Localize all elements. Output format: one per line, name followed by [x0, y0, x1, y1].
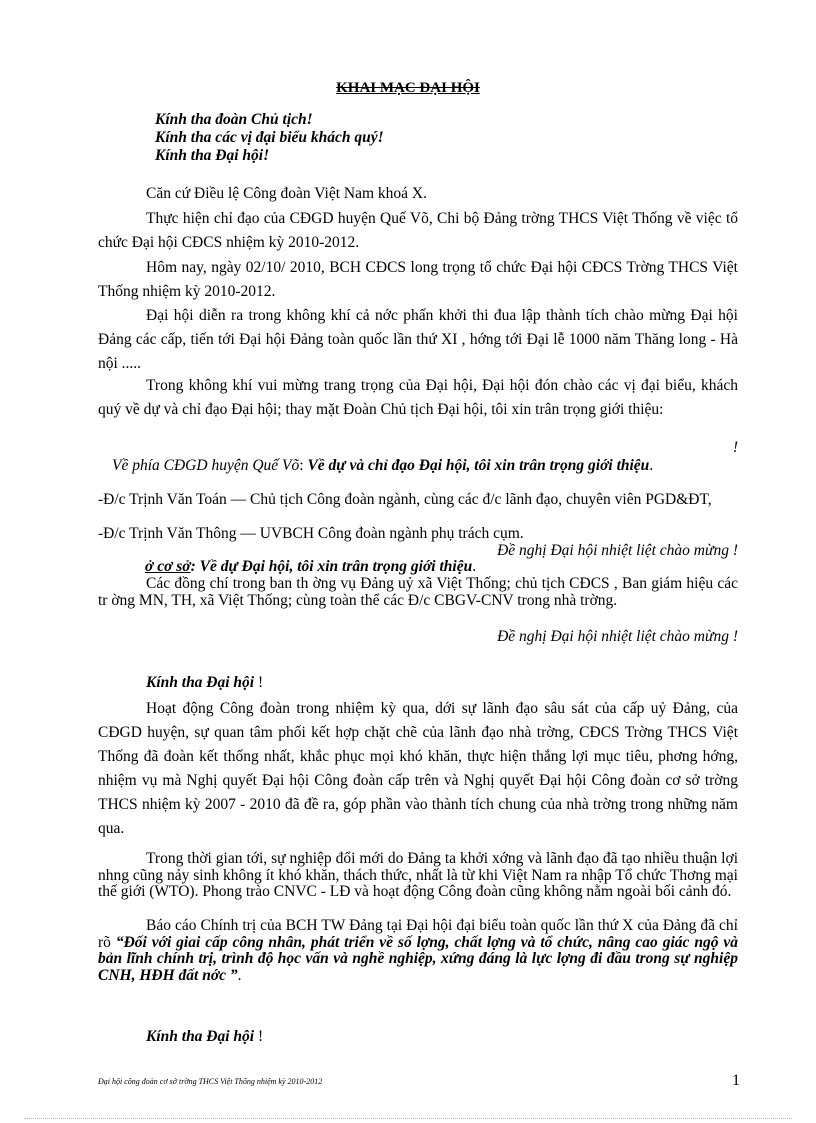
- page-bottom-border: [24, 1118, 792, 1119]
- local-end: .: [472, 558, 477, 575]
- greeting-end: !: [254, 674, 264, 691]
- local-intro-text: : Về dự Đại hội, tôi xin trân trọng giới thiệu: [190, 558, 473, 575]
- welcome-line-1: Đề nghị Đại hội nhiệt liệt chào mừng !: [497, 542, 738, 559]
- report-end: .: [237, 966, 242, 984]
- page-footer: Đại hội công đoàn cơ sở trờng THCS Việt Thống nhiệm kỳ 2010-2012: [98, 1077, 323, 1086]
- greeting-label-2: Kính tha Đại hội: [146, 1028, 255, 1045]
- paragraph-future: Trong thời gian tới, sự nghiệp đổi mới do Đảng ta khởi xớng và lãnh đạo đã tạo nhiều thuận lợi nhng cũng nảy sinh không ít khó khăn, thách thức, nhất là từ khi Việt Nam ra nhập Tổ chức Thơng mại thế giới (WTO). Phong trào CNVC - LĐ và hoạt động Công đoàn cũng không nằm ngoài bối cảnh đó.: [98, 850, 738, 900]
- greeting-congress-3: [146, 1025, 738, 1049]
- local-prefix: ở cơ sở: [145, 558, 191, 575]
- report-quote: “Đối với giai cấp công nhân, phát triển về số lợng, chất lợng và tổ chức, nâng cao giác ngộ và bản lĩnh chính trị, trình độ học vấn và nghề nghiệp, xứng đáng là lực lợng đi đầu trong sự nghiệp CNH, HĐH đất nớc ”: [98, 933, 738, 984]
- district-separator: :: [299, 457, 308, 474]
- paragraph-today: Hôm nay, ngày 02/10/ 2010, BCH CĐCS long trọng tổ chức Đại hội CĐCS Trờng THCS Việt Thống nhiệm kỳ 2010-2012.: [98, 259, 738, 300]
- paragraph-basis: Căn cứ Điều lệ Công đoàn Việt Nam khoá X.: [146, 185, 427, 202]
- paragraph-directive: Thực hiện chỉ đạo của CĐGD huyện Quế Võ, Chi bộ Đảng trờng THCS Việt Thống về việc tổ chức Đại hội CĐCS nhiệm kỳ 2010-2012.: [98, 210, 738, 251]
- greeting-end-2: !: [254, 1028, 264, 1045]
- greeting-congress: Kính tha Đại hội!: [155, 147, 270, 164]
- district-prefix: Về phía CĐGD huyện Quế Võ: [112, 457, 300, 474]
- report-intro: Báo cáo Chính trị của BCH TW Đảng tại Đại hội đại biểu toàn quốc lần thứ X của Đảng đã chỉ rõ: [98, 917, 738, 951]
- paragraph-achievements: Hoạt động Công đoàn trong nhiệm kỳ qua, dới sự lãnh đạo sâu sát của cấp uỷ Đảng, của CĐGD huyện, sự quan tâm phối kết hợp chặt chẽ của lãnh đạo nhà trờng, CĐCS Trờng THCS Việt Thống đã đoàn kết thống nhất, khắc phục mọi khó khăn, thực hiện thắng lợi mục tiêu, phơng hớng, nhiệm vụ mà Nghị quyết Đại hội Công đoàn cấp trên và Nghị quyết Đại hội Công đoàn cơ sở trờng THCS nhiệm kỳ 2007 - 2010 đã đề ra, góp phần vào thành tích chung của nhà trờng trong những năm qua.: [98, 700, 738, 837]
- greeting-congress-2: [146, 671, 738, 695]
- district-intro-text: Về dự và chỉ đạo Đại hội, tôi xin trân trọng giới thiệu: [307, 457, 650, 474]
- paragraph-introduction: Trong không khí vui mừng trang trọng của Đại hội, Đại hội đón chào các vị đại biểu, khách quý về dự và chỉ đạo Đại hội; thay mặt Đoàn Chủ tịch Đại hội, tôi xin trân trọng giới thiệu:: [98, 377, 738, 418]
- guest-line-2: -Đ/c Trịnh Văn Thông — UVBCH Công đoàn ngành phụ trách cụm.: [98, 525, 524, 542]
- greeting-guests: Kính tha các vị đại biểu khách quý!: [155, 129, 384, 146]
- paragraph-atmosphere: Đại hội diễn ra trong không khí cả nớc phấn khởi thi đua lập thành tích chào mừng Đại hội Đảng các cấp, tiến tới Đại hội Đảng toàn quốc lần thứ XI , hớng tới Đại lễ 1000 năm Thăng long - Hà nội .....: [98, 307, 738, 372]
- page-number: 1: [732, 1072, 740, 1089]
- local-delegation: [145, 559, 738, 576]
- page-title: KHAI MẠC ĐẠI HỘI: [336, 80, 480, 96]
- paragraph-political-report: [98, 918, 738, 984]
- exclamation-mark: !: [732, 439, 738, 456]
- district-delegation: [112, 458, 738, 475]
- district-end: .: [649, 457, 654, 474]
- welcome-line-2: Đề nghị Đại hội nhiệt liệt chào mừng !: [497, 628, 738, 645]
- greeting-label: Kính tha Đại hội: [146, 674, 255, 691]
- guest-line-1: -Đ/c Trịnh Văn Toán — Chủ tịch Công đoàn ngành, cùng các đ/c lãnh đạo, chuyên viên PGD&ĐT,: [98, 491, 712, 508]
- local-guests: Các đồng chí trong ban th ờng vụ Đảng uỷ xã Việt Thống; chủ tịch CĐCS , Ban giám hiệu các tr ờng MN, TH, xã Việt Thống; cùng toàn thể các Đ/c CBGV-CNV trong nhà trờng.: [98, 575, 738, 609]
- greeting-presidium: Kính tha đoàn Chủ tịch!: [155, 111, 313, 128]
